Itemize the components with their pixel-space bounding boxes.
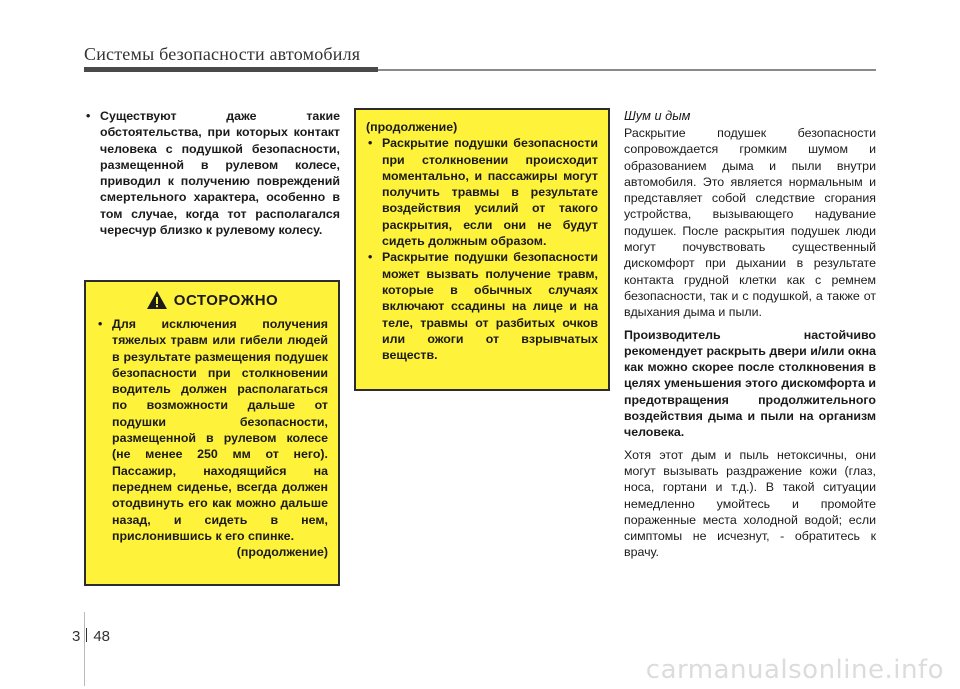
middle-bullet-item-1: • Раскрытие подушки безопасности при столкновении происходит моментально, и пассажиры могут получить травмы в результате воздействия усилий от такого раскрытия, если они не будут сидеть должным образом. xyxy=(366,135,598,249)
warning-triangle-icon xyxy=(146,290,168,310)
middle-bullet-item-2: • Раскрытие подушки безопасности может вызвать получение травм, которые в обычных случаях включают ссадины на лице и на теле, травмы от разбитых очков или ожоги от взрывчатых веществ. xyxy=(366,249,598,363)
watermark: carmanualsonline.info xyxy=(645,655,944,685)
continued-label: (продолжение) xyxy=(366,120,458,134)
continued-warning-box xyxy=(354,108,610,391)
warning-title: ОСТОРОЖНО xyxy=(173,291,279,309)
page-number-value: 48 xyxy=(93,628,111,645)
manufacturer-recommendation: Производитель настойчиво рекомендует раскрыть двери и/или окна как можно скорее после столкновения в целях уменьшения этого дискомфорта и предотвращения продолжительного воздействия дыма и пыли на организм человека. xyxy=(624,327,876,440)
right-column xyxy=(624,108,876,567)
noise-smoke-heading: Шум и дым xyxy=(624,108,691,123)
noise-smoke-paragraph: Раскрытие подушек безопасности сопровождается громким шумом и образованием дыма и пыли внутри автомобиля. Это является нормальным и представляет собой следствие сгорания устройства, вызывающего надувание подушек. После раскрытия подушек люди могут почувствовать существенный дискомфорт при дыхании в результате контакта грудной клетки как с ремнем безопасности, так и с подушкой, а также от вдыхания дыма и пыли. xyxy=(624,126,876,320)
header-rule-light xyxy=(378,69,876,71)
left-column xyxy=(84,108,340,238)
chapter-number: 3 xyxy=(72,628,81,645)
page-number-separator xyxy=(86,628,87,642)
header-rule-dark xyxy=(84,67,378,72)
page-section-title: Системы безопасности автомобиля xyxy=(84,44,361,64)
warning-box xyxy=(84,280,340,586)
footer-divider-line xyxy=(84,612,85,686)
page-number xyxy=(72,628,110,645)
warning-bullet-item: • Для исключения получения тяжелых травм или гибели людей в результате размещения подушек безопасности при столкновении водитель должен располагаться по возможности дальше от подушки безопасности, размещенной в рулевом колесе (не менее 250 мм от него). Пассажир, находящийся на переднем сиденье, всегда должен отодвинуть его как можно дальше назад, и сидеть в нем, прислонившись к его спинке. xyxy=(96,316,328,544)
warning-header xyxy=(96,290,328,310)
irritation-paragraph: Хотя этот дым и пыль нетоксичны, они могут вызывать раздражение кожи (глаз, носа, гортани и т.д.). В такой ситуации немедленно умойтесь и промойте пораженные места холодной водой; если симптомы не исчезнут, - обратитесь к врачу. xyxy=(624,447,876,560)
left-bullet-item: • Существуют даже такие обстоятельства, при которых контакт человека с подушкой безопасности, размещенной в рулевом колесе, приводил к получению повреждений смертельного характера, особенно в том случае, когда тот располагался чересчур близко к рулевому колесу. xyxy=(84,108,340,238)
warning-continued-label: (продолжение) xyxy=(236,545,328,560)
